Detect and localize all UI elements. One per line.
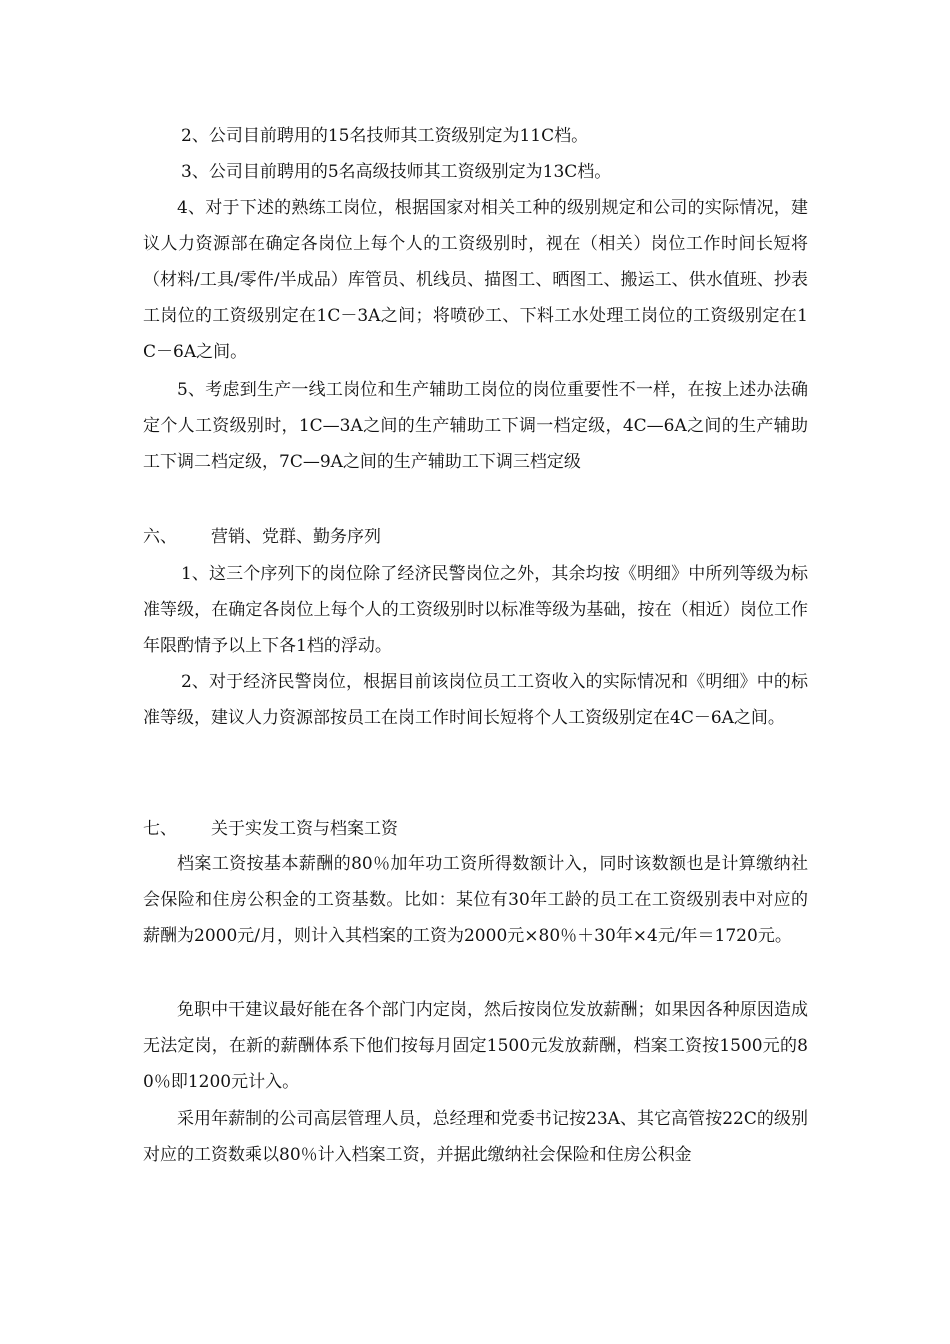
- paragraph-item-3: 3、公司目前聘用的5名高级技师其工资级别定为13C档。: [181, 162, 612, 182]
- section-6-title: 营销、党群、勤务序列: [211, 527, 381, 547]
- section-7-title: 关于实发工资与档案工资: [211, 819, 398, 839]
- section-7-paragraph-3: 采用年薪制的公司高层管理人员，总经理和党委书记按23A、其它高管按22C的级别对应的工资数乘以80％计入档案工资，并据此缴纳社会保险和住房公积金: [143, 1109, 808, 1165]
- section-7-paragraph-1: 档案工资按基本薪酬的80％加年功工资所得数额计入，同时该数额也是计算缴纳社会保险和住房公积金的工资基数。比如：某位有30年工龄的员工在工资级别表中对应的薪酬为2000元/月，则计入其档案的工资为2000元×80％＋30年×4元/年＝1720元。: [143, 854, 808, 946]
- paragraph-item-5: 5、考虑到生产一线工岗位和生产辅助工岗位的岗位重要性不一样，在按上述办法确定个人工资级别时，1C—3A之间的生产辅助工下调一档定级，4C—6A之间的生产辅助工下调二档定级，7C—9A之间的生产辅助工下调三档定级: [143, 380, 808, 472]
- section-6-number: 六、: [143, 527, 177, 547]
- section-6-paragraph-2: 2、对于经济民警岗位，根据目前该岗位员工工资收入的实际情况和《明细》中的标准等级，建议人力资源部按员工在岗工作时间长短将个人工资级别定在4C－6A之间。: [143, 672, 808, 728]
- section-6-paragraph-1: 1、这三个序列下的岗位除了经济民警岗位之外，其余均按《明细》中所列等级为标准等级，在确定各岗位上每个人的工资级别时以标准等级为基础，按在（相近）岗位工作年限酌情予以上下各1档的浮动。: [143, 564, 808, 656]
- paragraph-item-2: 2、公司目前聘用的15名技师其工资级别定为11C档。: [181, 126, 589, 146]
- paragraph-item-4: 4、对于下述的熟练工岗位，根据国家对相关工种的级别规定和公司的实际情况，建议人力资源部在确定各岗位上每个人的工资级别时，视在（相关）岗位工作时间长短将（材料/工具/零件/半成品）库管员、机线员、描图工、晒图工、搬运工、供水值班、抄表工岗位的工资级别定在1C－3A之间；将喷砂工、下料工水处理工岗位的工资级别定在1C－6A之间。: [143, 198, 808, 362]
- section-6-heading: [143, 519, 381, 555]
- section-7-number: 七、: [143, 819, 177, 839]
- section-7-heading: [143, 811, 398, 847]
- section-7-paragraph-2: 免职中干建议最好能在各个部门内定岗，然后按岗位发放薪酬；如果因各种原因造成无法定岗，在新的薪酬体系下他们按每月固定1500元发放薪酬，档案工资按1500元的80％即1200元计入。: [143, 1000, 808, 1092]
